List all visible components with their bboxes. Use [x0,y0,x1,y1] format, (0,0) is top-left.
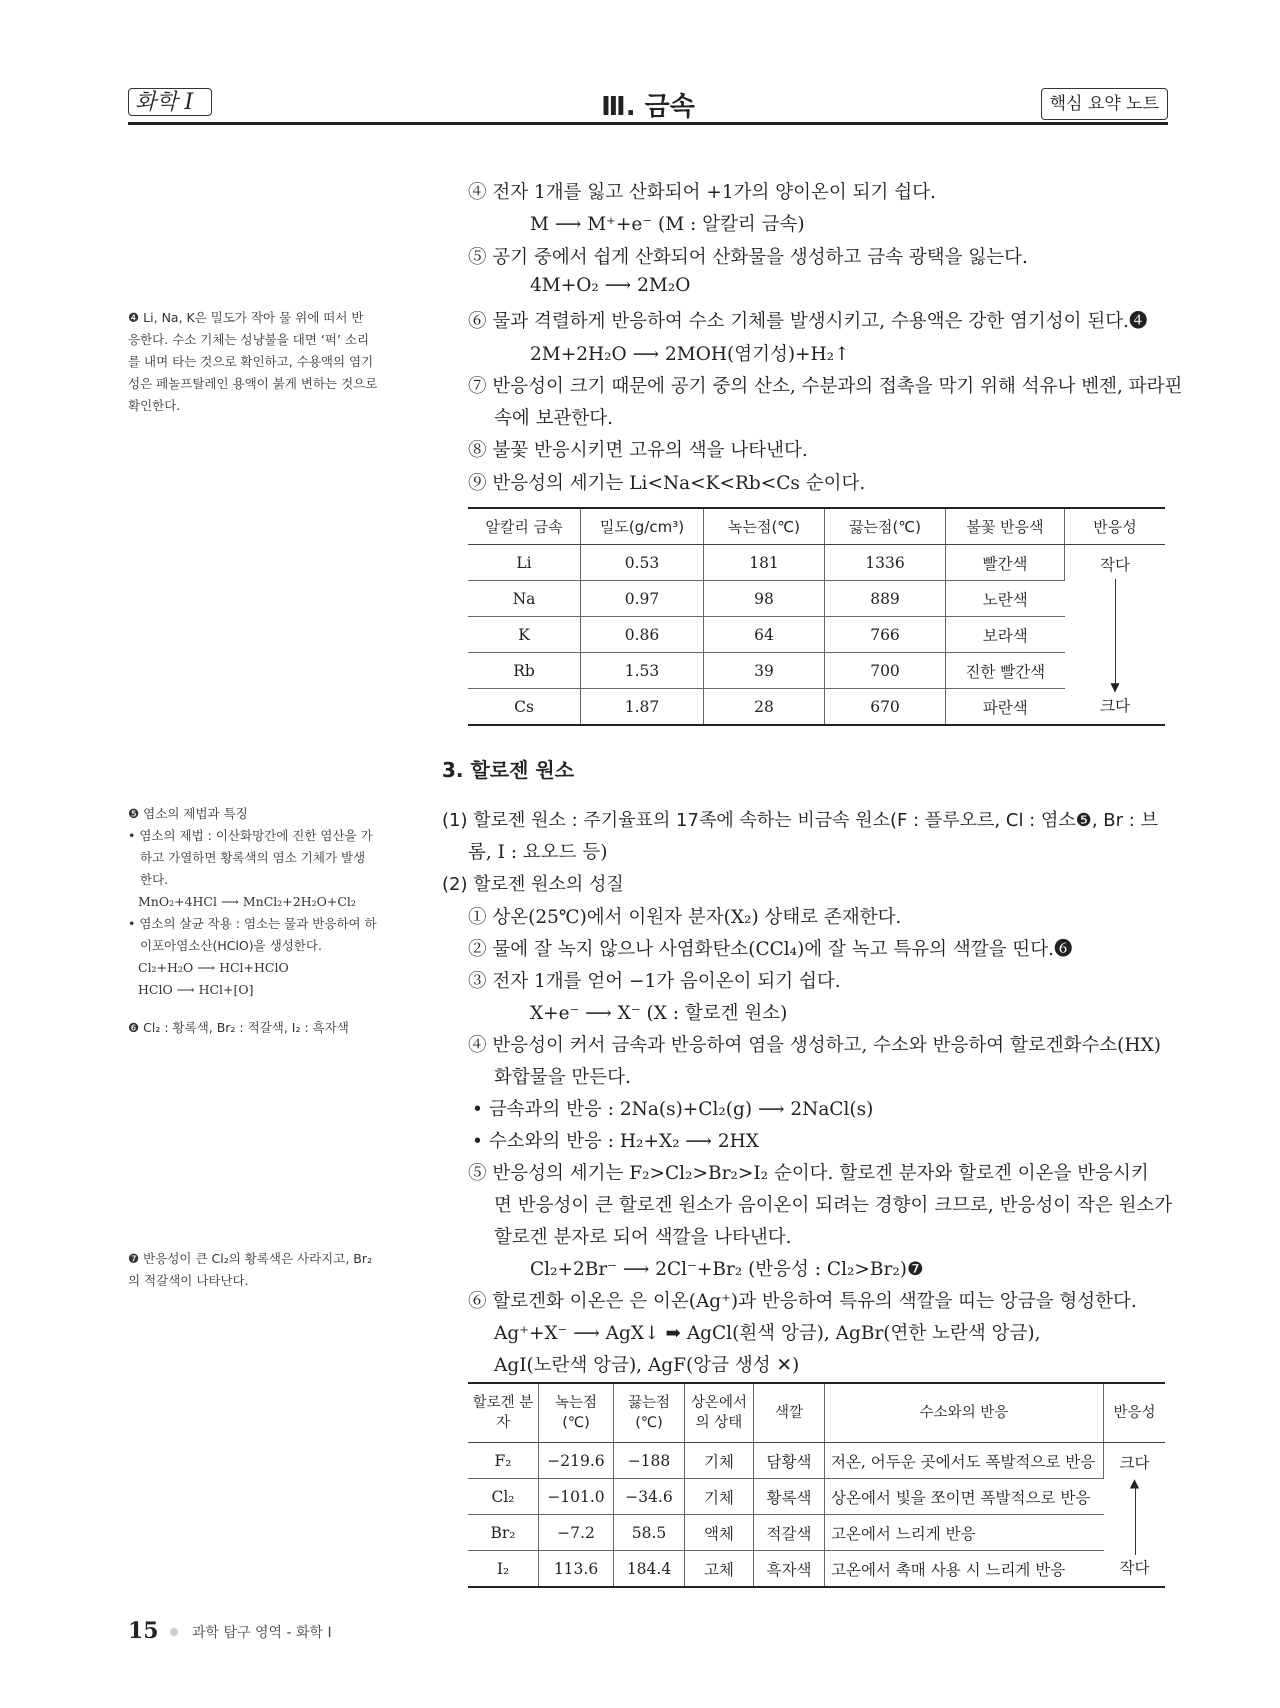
sidenote-line: ❼ 반응성이 큰 Cl₂의 황록색은 사라지고, Br₂ [128,1251,373,1266]
reactivity-high-label: 크다 [1100,697,1130,715]
alkali-metal-table [468,507,1165,726]
footer-text: 과학 탐구 영역 - 화학 Ⅰ [192,1625,332,1641]
subject-label: 화학 I [128,88,212,116]
table-cell: K [468,617,581,653]
halogen-prop-5: ⑤ 반응성의 세기는 F₂>Cl₂>Br₂>I₂ 순이다. 할로겐 분자와 할로겐 이온을 반응시키 [468,1163,1149,1184]
reactivity-arrow-line [1115,579,1116,687]
alkali-prop-7: ⑦ 반응성이 크기 때문에 공기 중의 산소, 수분과의 접촉을 막기 위해 석유나 벤젠, 파라핀 [468,376,1183,397]
table-cell: −101.0 [539,1479,614,1515]
sidenote-line: ❻ Cl₂ : 황록색, Br₂ : 적갈색, I₂ : 흑자색 [128,1020,349,1035]
table-row [468,653,1165,689]
header-rule [128,122,1168,125]
table-row [468,545,1165,581]
alkali-equation: M ⟶ M⁺+e⁻ (M : 알칼리 금속) [530,214,805,235]
alkali-prop-5: ⑤ 공기 중에서 쉽게 산화되어 산화물을 생성하고 금속 광택을 잃는다. [468,247,1028,268]
sidenote-4 [128,307,390,417]
note-label: 핵심 요약 노트 [1041,88,1168,120]
table-row [468,689,1165,726]
table-cell: −7.2 [539,1515,614,1551]
sidenote-equation: HClO ⟶ HCl+[O] [138,982,254,997]
column-header: 할로겐 분자 [468,1383,539,1443]
table-cell: 113.6 [539,1551,614,1588]
alkali-equation: 2M+2H₂O ⟶ 2MOH(염기성)+H₂↑ [530,344,850,365]
sidenote-6 [128,1017,390,1039]
alkali-prop-4: ④ 전자 1개를 잃고 산화되어 +1가의 양이온이 되기 쉽다. [468,182,936,203]
table-cell: 1336 [825,545,946,581]
silver-reaction-cont: AgI(노란색 앙금), AgF(앙금 생성 ✕) [494,1355,800,1376]
table-cell: Na [468,581,581,617]
table-cell: 184.4 [614,1551,685,1588]
reactivity-cell [1065,545,1166,726]
alkali-prop-6: ⑥ 물과 격렬하게 반응하여 수소 기체를 발생시키고, 수용액은 강한 염기성이 된다.❹ [468,311,1148,332]
table-cell: 889 [825,581,946,617]
halogen-prop-6: ⑥ 할로겐화 이온은 은 이온(Ag⁺)과 반응하여 특유의 색깔을 띠는 앙금을 형성한다. [468,1291,1137,1312]
table-cell: 흑자색 [754,1551,825,1588]
table-header-row [468,1383,1165,1443]
column-header: 수소와의 반응 [825,1383,1104,1443]
halogen-prop-4: ④ 반응성이 커서 금속과 반응하여 염을 생성하고, 수소와 반응하여 할로겐화수소(HX) [468,1035,1161,1056]
table-cell: 700 [825,653,946,689]
reactivity-low-label: 작다 [1119,1559,1150,1577]
column-header: 알칼리 금속 [468,508,581,545]
reactivity-arrow-line [1135,1485,1136,1555]
table-cell: 181 [704,545,825,581]
halogen-equation: X+e⁻ ⟶ X⁻ (X : 할로겐 원소) [530,1003,788,1024]
table-cell: 0.97 [581,581,704,617]
table-row [468,1551,1165,1588]
table-cell: 670 [825,689,946,726]
page-number: 15 [128,1618,159,1644]
column-header: 밀도(g/cm³) [581,508,704,545]
column-header: 녹는점 (℃) [539,1383,614,1443]
table-row [468,581,1165,617]
table-cell: 0.53 [581,545,704,581]
table-cell: 진한 빨간색 [946,653,1065,689]
table-cell: 고온에서 촉매 사용 시 느리게 반응 [825,1551,1104,1588]
section-title: 3. 할로젠 원소 [442,758,575,782]
table-cell: 28 [704,689,825,726]
sidenote-line: 의 적갈색이 나타난다. [128,1273,249,1288]
halogen-table [468,1382,1165,1588]
column-header: 상온에서 의 상태 [685,1383,754,1443]
sidenote-line: ❹ Li, Na, K은 밀도가 작아 물 위에 떠서 반 [128,310,364,325]
halogen-properties-title: (2) 할로젠 원소의 성질 [442,874,624,895]
table-cell: 고체 [685,1551,754,1588]
table-cell: 기체 [685,1443,754,1479]
table-cell: 고온에서 느리게 반응 [825,1515,1104,1551]
table-cell: 담황색 [754,1443,825,1479]
table-row [468,1443,1165,1479]
reactivity-low-label: 작다 [1100,556,1130,574]
table-cell: F₂ [468,1443,539,1479]
footer-dot [170,1628,178,1636]
table-row [468,1515,1165,1551]
table-cell: 저온, 어두운 곳에서도 폭발적으로 반응 [825,1443,1104,1479]
halogen-prop-2: ② 물에 잘 녹지 않으나 사염화탄소(CCl₄)에 잘 녹고 특유의 색깔을 띤다.❻ [468,939,1073,960]
table-cell: 0.86 [581,617,704,653]
sidenote-line: 성은 페놀프탈레인 용액이 붉게 변하는 것으로 [128,376,378,391]
table-cell: 1.87 [581,689,704,726]
halogen-prop-5-cont: 면 반응성이 큰 할로겐 원소가 음이온이 되려는 경향이 크므로, 반응성이 작은 원소가 [494,1195,1173,1216]
sidenote-line: 확인한다. [128,398,181,413]
halogen-definition: (1) 할로젠 원소 : 주기율표의 17족에 속하는 비금속 원소(F : 플루오르, Cl : 염소❺, Br : 브 [442,810,1158,831]
halogen-equation: Cl₂+2Br⁻ ⟶ 2Cl⁻+Br₂ (반응성 : Cl₂>Br₂)❼ [530,1259,924,1280]
column-header: 끓는점 (℃) [614,1383,685,1443]
alkali-prop-9: ⑨ 반응성의 세기는 Li<Na<K<Rb<Cs 순이다. [468,473,866,494]
table-row [468,1479,1165,1515]
reactivity-cell [1104,1443,1166,1588]
table-cell: −219.6 [539,1443,614,1479]
column-header: 끓는점(℃) [825,508,946,545]
table-cell: Li [468,545,581,581]
table-cell: 98 [704,581,825,617]
arrow-down-icon: ▼ [1110,680,1120,694]
table-cell: 빨간색 [946,545,1065,581]
column-header: 반응성 [1104,1383,1166,1443]
halogen-prop-5-cont: 할로겐 분자로 되어 색깔을 나타낸다. [494,1227,792,1248]
reactivity-high-label: 크다 [1119,1454,1150,1472]
table-cell: 적갈색 [754,1515,825,1551]
sidenote-line: 이포아염소산(HClO)을 생성한다. [140,938,322,953]
table-cell: Br₂ [468,1515,539,1551]
table-cell: 1.53 [581,653,704,689]
sidenote-title: ❺ 염소의 제법과 특징 [128,806,248,821]
sidenote-line: • 염소의 살균 작용 : 염소는 물과 반응하여 하 [128,916,377,931]
table-cell: 황록색 [754,1479,825,1515]
table-cell: 64 [704,617,825,653]
hydrogen-reaction: • 수소와의 반응 : H₂+X₂ ⟶ 2HX [472,1131,759,1152]
metal-reaction: • 금속과의 반응 : 2Na(s)+Cl₂(g) ⟶ 2NaCl(s) [472,1099,874,1120]
table-cell: 58.5 [614,1515,685,1551]
chapter-title: Ⅲ. 금속 [601,92,695,122]
table-cell: Cs [468,689,581,726]
sidenote-equation: MnO₂+4HCl ⟶ MnCl₂+2H₂O+Cl₂ [138,894,356,909]
table-cell: 파란색 [946,689,1065,726]
sidenote-line: 를 내며 타는 것으로 확인하고, 수용액의 염기 [128,354,374,369]
sidenote-line: • 염소의 제법 : 이산화망간에 진한 염산을 가 [128,828,373,843]
halogen-prop-3: ③ 전자 1개를 얻어 −1가 음이온이 되기 쉽다. [468,971,841,992]
sidenote-7 [128,1248,390,1292]
alkali-prop-7-cont: 속에 보관한다. [494,408,613,429]
alkali-prop-8: ⑧ 불꽃 반응시키면 고유의 색을 나타낸다. [468,440,808,461]
column-header: 불꽃 반응색 [946,508,1065,545]
column-header: 녹는점(℃) [704,508,825,545]
table-cell: 액체 [685,1515,754,1551]
arrow-up-icon: ▲ [1129,1476,1140,1490]
alkali-equation: 4M+O₂ ⟶ 2M₂O [530,275,691,296]
column-header: 색깔 [754,1383,825,1443]
table-cell: 39 [704,653,825,689]
table-cell: I₂ [468,1551,539,1588]
table-cell: −34.6 [614,1479,685,1515]
table-row [468,617,1165,653]
table-cell: 보라색 [946,617,1065,653]
table-cell: Rb [468,653,581,689]
sidenote-line: 응한다. 수소 기체는 성냥불을 대면 ‘퍽’ 소리 [128,332,370,347]
table-cell: Cl₂ [468,1479,539,1515]
silver-reaction: Ag⁺+X⁻ ⟶ AgX↓ ➡ AgCl(흰색 앙금), AgBr(연한 노란색 앙금), [494,1323,1041,1344]
sidenote-line: 하고 가열하면 황록색의 염소 기체가 발생 [140,850,366,865]
table-cell: 노란색 [946,581,1065,617]
sidenote-5 [128,803,390,1001]
column-header: 반응성 [1065,508,1166,545]
table-cell: 기체 [685,1479,754,1515]
table-header-row [468,508,1165,545]
halogen-definition-cont: 롬, I : 요오드 등) [468,842,608,863]
table-cell: 766 [825,617,946,653]
table-cell: 상온에서 빛을 쪼이면 폭발적으로 반응 [825,1479,1104,1515]
sidenote-equation: Cl₂+H₂O ⟶ HCl+HClO [138,960,289,975]
table-cell: −188 [614,1443,685,1479]
page-header [128,86,1168,126]
halogen-prop-1: ① 상온(25℃)에서 이원자 분자(X₂) 상태로 존재한다. [468,907,902,928]
sidenote-line: 한다. [140,872,169,887]
halogen-prop-4-cont: 화합물을 만든다. [494,1067,631,1088]
